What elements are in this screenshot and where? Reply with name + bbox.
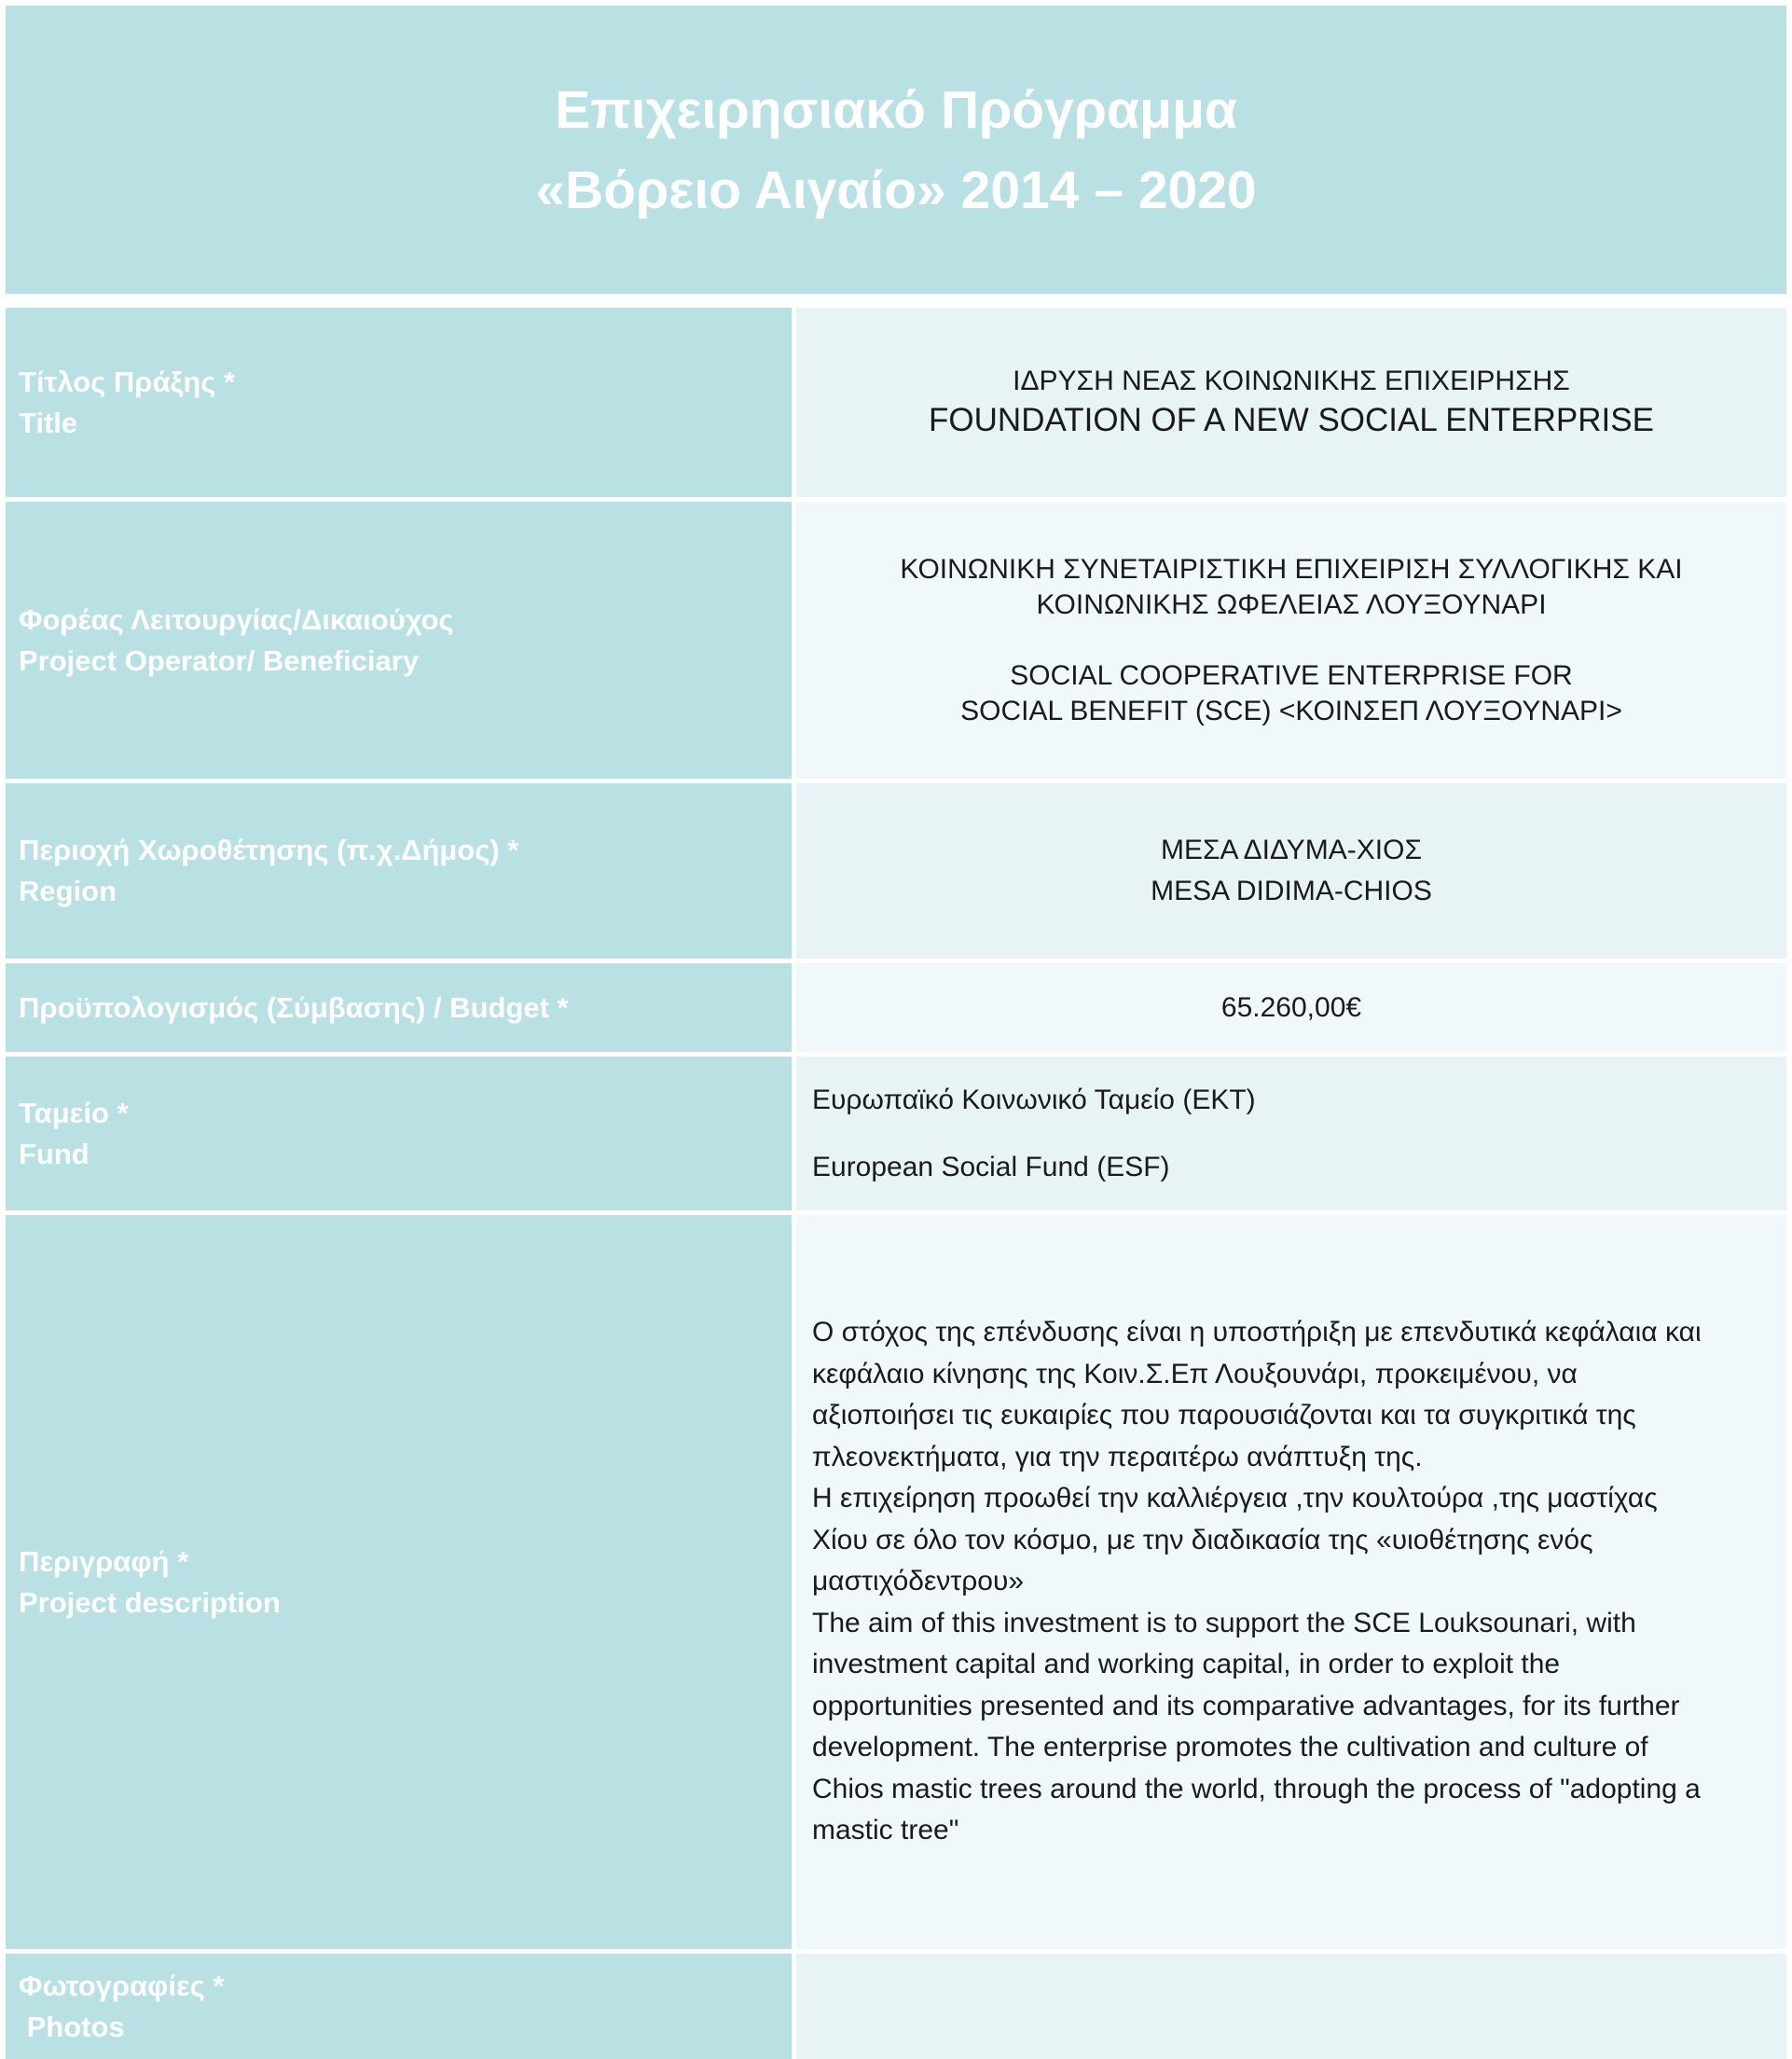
value-fund xyxy=(796,1057,1786,1210)
row-description xyxy=(6,1215,1786,1954)
label-budget xyxy=(6,963,796,1052)
label-fund xyxy=(6,1057,796,1210)
value-operator-gr-2: ΚΟΙΝΩΝΙΚΗΣ ΩΦΕΛΕΙΑΣ ΛΟΥΞΟΥΝΑΡΙ xyxy=(1036,588,1547,620)
description-line: Η επιχείρηση προωθεί την καλλιέργεια ,την κουλτούρα ,της μαστίχας xyxy=(812,1483,1658,1514)
value-title-en: FOUNDATION OF A NEW SOCIAL ENTERPRISE xyxy=(929,401,1654,438)
value-fund-en: European Social Fund (ESF) xyxy=(812,1151,1170,1182)
row-photos xyxy=(6,1954,1786,2059)
description-line: mastic tree" xyxy=(812,1815,959,1846)
label-photos-gr: Φωτογραφίες * xyxy=(19,1969,225,2002)
description-line: development. The enterprise promotes the cultivation and culture of xyxy=(812,1732,1648,1763)
description-line: μαστιχόδεντρου» xyxy=(812,1566,1025,1597)
description-line: Chios mastic trees around the world, through the process of "adopting a xyxy=(812,1773,1701,1804)
value-description xyxy=(796,1215,1786,1949)
value-photos xyxy=(796,1954,1786,2059)
value-budget xyxy=(796,963,1786,1052)
value-operator-en-2: SOCIAL BENEFIT (SCE) <ΚΟΙΝΣΕΠ ΛΟΥΞΟΥΝΑΡΙ> xyxy=(960,695,1622,726)
row-budget xyxy=(6,963,1786,1057)
description-line: The aim of this investment is to support the SCE Louksounari, with xyxy=(812,1607,1636,1638)
label-region-en: Region xyxy=(19,875,117,907)
label-budget-text: Προϋπολογισμός (Σύμβασης) / Budget * xyxy=(19,990,569,1024)
description-line: αξιοποιήσει τις ευκαιρίες που παρουσιάζονται και τα συγκριτικά της xyxy=(812,1400,1636,1431)
row-operator xyxy=(6,502,1786,783)
label-operator-en: Project Operator/ Beneficiary xyxy=(19,643,419,677)
label-region-gr: Περιοχή Χωροθέτησης (π.χ.Δήμος) * xyxy=(19,834,519,866)
value-operator-en-1: SOCIAL COOPERATIVE ENTERPRISE FOR xyxy=(1010,659,1573,691)
value-fund-gr: Ευρωπαϊκό Κοινωνικό Ταμείο (ΕΚΤ) xyxy=(812,1084,1256,1115)
label-operator-gr: Φορέας Λειτουργίας/Δικαιούχος xyxy=(19,602,454,636)
value-operator-gr-1: ΚΟΙΝΩΝΙΚΗ ΣΥΝΕΤΑΙΡΙΣΤΙΚΗ ΕΠΙΧΕΙΡΙΣΗ ΣΥΛΛΟΓΙΚΗΣ ΚΑΙ xyxy=(900,553,1683,585)
value-title-gr: ΙΔΡΥΣΗ ΝΕΑΣ ΚΟΙΝΩΝΙΚΗΣ ΕΠΙΧΕΙΡΗΣΗΣ xyxy=(1013,365,1570,396)
label-title-gr: Τίτλος Πράξης * xyxy=(19,365,236,398)
label-operator xyxy=(6,502,796,779)
row-title xyxy=(6,308,1786,502)
value-region-en: MESA DIDIMA-CHIOS xyxy=(1151,876,1432,906)
value-region xyxy=(796,783,1786,959)
page-header xyxy=(6,6,1786,294)
label-region xyxy=(6,783,796,959)
description-line: Χίου σε όλο τον κόσμο, με την διαδικασία της «υιοθέτησης ενός xyxy=(812,1524,1593,1555)
row-region xyxy=(6,783,1786,963)
label-fund-gr: Ταμείο * xyxy=(19,1096,129,1129)
value-region-gr: ΜΕΣΑ ΔΙΔΥΜΑ-ΧΙΟΣ xyxy=(1161,835,1422,865)
label-description xyxy=(6,1215,796,1949)
label-photos xyxy=(6,1954,796,2059)
label-title xyxy=(6,308,796,497)
label-fund-en: Fund xyxy=(19,1137,90,1170)
header-title-line-1: Επιχειρησιακό Πρόγραμμα xyxy=(555,79,1237,140)
label-title-en: Title xyxy=(19,406,78,439)
project-info-table xyxy=(6,308,1786,2059)
row-fund xyxy=(6,1057,1786,1215)
label-description-gr: Περιγραφή * xyxy=(19,1544,189,1578)
description-line: κεφάλαιο κίνησης της Κοιν.Σ.Επ Λουξουνάρι, προκειμένου, να xyxy=(812,1358,1578,1389)
value-title xyxy=(796,308,1786,497)
description-line: investment capital and working capital, in order to exploit the xyxy=(812,1649,1561,1680)
value-budget-text: 65.260,00€ xyxy=(1220,991,1362,1023)
spacer xyxy=(812,1121,1773,1147)
header-title-line-2: «Βόρειο Αιγαίο» 2014 – 2020 xyxy=(535,159,1257,220)
description-line: Ο στόχος της επένδυσης είναι η υποστήριξη με επενδυτικά κεφάλαια και xyxy=(812,1317,1702,1348)
description-line: πλεονεκτήματα, για την περαιτέρω ανάπτυξη της. xyxy=(812,1441,1423,1472)
value-operator xyxy=(796,502,1786,779)
description-line: opportunities presented and its comparative advantages, for its further xyxy=(812,1690,1680,1721)
label-description-en: Project description xyxy=(19,1585,281,1619)
label-photos-en: Photos xyxy=(19,2010,125,2043)
